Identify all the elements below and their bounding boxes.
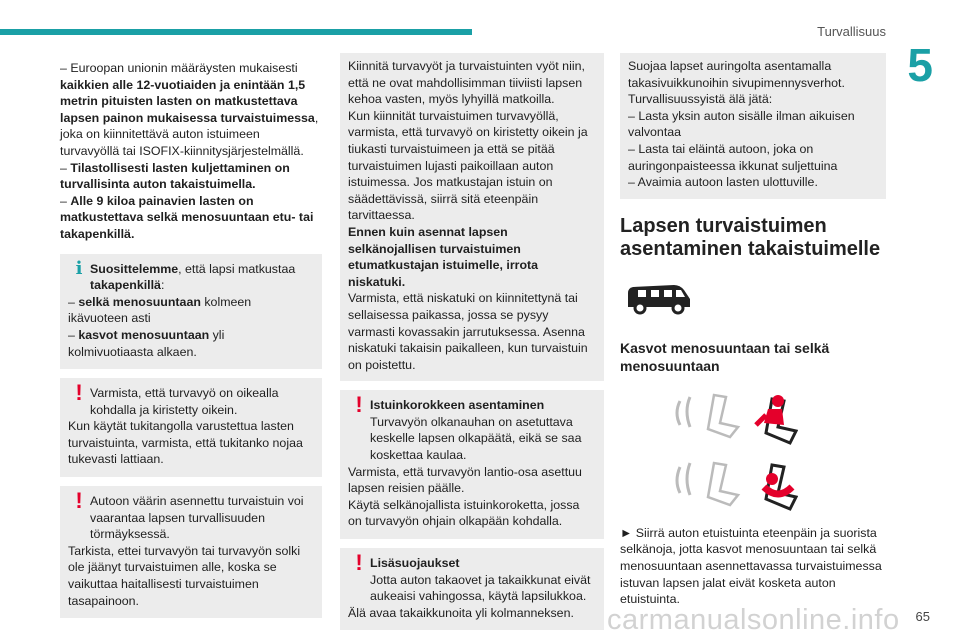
subheading: Kasvot menosuuntaan tai selkä menosuuntaan (620, 339, 830, 374)
info-box-recommendation: i Suosittelemme, että lapsi matkustaa takapenkillä: – selkä menosuuntaan kolmeen ikävuoteen asti – kasvot menosuuntaan yli kolmivuotiaasta alkaen. (60, 254, 322, 370)
warning-body: Kun käytät tukitangolla varustettua lasten turvaistuinta, varmista, että tukitanko nojaa tukevasti lattiaan. (68, 419, 303, 467)
section-heading: Lapsen turvaistuimen asentaminen takaistuimelle (620, 214, 881, 260)
paragraph: Kiinnitä turvavyöt ja turvaistuinten vyöt niin, että ne ovat mahdollisimman tiiviisti lapsen kehoa vasten, myös lyhyillä matkoilla. (348, 59, 585, 107)
column-3 (620, 53, 886, 608)
arrow-bullet-icon: ► (620, 525, 633, 540)
warning-icon: ! (355, 550, 363, 576)
recommendation-line-2: – kasvot menosuuntaan yli kolmivuotiaasta alkaen. (68, 327, 225, 359)
info-icon: i (75, 257, 83, 279)
warning-body: Varmista, että turvavyön lantio-osa asettuu lapsen reisien päälle. (348, 464, 582, 496)
instruction-paragraph: ► Siirrä auton etuistuinta eteenpäin ja suorista selkänoja, jotta kasvot menosuuntaan tai selkä menosuuntaan asennettavassa turvaistuimessa istuvan lapsen jalat eivät kosketa auton etuistuinta. (620, 525, 882, 607)
warning-box-booster: ! Istuinkorokkeen asentaminen Turvavyön olkanauhan on asetuttava keskelle lapsen olkapäätä, eikä se saa koskettaa kaulaa. Varmista, että turvavyön lantio-osa asettuu lapsen reisien päälle. Käytä selkänojallista istuinkoroketta, jossa on turvavyön ohjain olkapään kohdalla. (340, 390, 604, 539)
forward-facing-seat-icon (668, 387, 798, 453)
intro-paragraph-3: – Alle 9 kiloa painavien lasten on matkustettava selkä menosuuntaan etu- tai takapenkillä. (60, 193, 314, 241)
warning-icon: ! (75, 488, 83, 514)
column-2 (340, 53, 604, 639)
warning-box-seatbelt: ! Varmista, että turvavyö on oikealla kohdalla ja kiristetty oikein. Kun käytät tukitangolla varustettua lasten turvaistuinta, varmista, että tukitanko nojaa tukevasti lattiaan. (60, 378, 322, 477)
list-item: – Lasta yksin auton sisälle ilman aikuisen valvontaa (628, 108, 855, 140)
section-title: Turvallisuus (817, 24, 886, 39)
chapter-number: 5 (907, 39, 933, 91)
recommendation-line-1: – selkä menosuuntaan kolmeen ikävuoteen asti (68, 294, 252, 326)
paragraph: Varmista, että niskatuki on kiinnitettynä tai sellaisessa paikassa, jossa se pysyy varmasti kovassakin jarrutuksessa. Asenna niskatuki takaisin paikalleen, kun turvaistuin on poistettu. (348, 291, 588, 372)
warning-box-installation: ! Autoon väärin asennettu turvaistuin voi vaarantaa lapsen turvallisuuden törmäyksessä. Tarkista, ettei turvavyön tai turvavyön solki ole jäänyt turvaistuimen alle, koska se vaikuttaa haitallisesti turvaistuimen tasapainoon. (60, 486, 322, 618)
rear-facing-seat-icon (668, 457, 798, 517)
warning-body: Tarkista, ettei turvavyön tai turvavyön solki ole jäänyt turvaistuimen alle, koska se vaikuttaa haitallisesti turvaistuimen tasapainoon. (68, 543, 301, 608)
list-item: – Avaimia autoon lasten ulottuville. (628, 175, 818, 190)
info-box-sun (620, 53, 886, 199)
paragraph: Turvallisuussyistä älä jätä: (628, 92, 773, 107)
page-number: 65 (915, 609, 930, 624)
info-box-belts (340, 53, 604, 381)
header-accent-bar (0, 29, 472, 35)
paragraph: Suojaa lapset auringolta asentamalla takasivuikkunoihin sivupimennysverhot. (628, 59, 845, 90)
warning-icon: ! (75, 380, 83, 406)
intro-paragraph-1: – Euroopan unionin määräysten mukaisesti kaikkien alle 12-vuotiaiden ja enintään 1,5 metrin pituisten lasten on matkustettava lapsen painon mukaisessa turvaistuimessa, joka on kiinnitettävä auton istuimeen turvavyöllä tai ISOFIX-kiinnitysjärjestelmällä. (60, 61, 319, 158)
list-item: – Lasta tai eläintä autoon, joka on auringonpaisteessa ikkunat suljettuina (628, 141, 838, 173)
warning-icon: ! (355, 392, 363, 418)
intro-paragraph-2: – Tilastollisesti lasten kuljettaminen on turvallisinta auton takaistuimella. (60, 160, 290, 192)
watermark: carmanualsonline.info (607, 604, 900, 636)
warning-body: Älä avaa takaikkunoita yli kolmanneksen. (348, 605, 574, 620)
paragraph-bold: Ennen kuin asennat lapsen selkänojallisen turvaistuimen etumatkustajan istuimelle, irrota niskatuki. (348, 224, 539, 289)
warning-box-extra-protection: ! Lisäsuojaukset Jotta auton takaovet ja takaikkunat eivät aukeaisi vahingossa, käytä lapsilukkoa. Älä avaa takaikkunoita yli kolmanneksen. (340, 548, 604, 630)
column-1 (60, 60, 322, 627)
warning-body: Käytä selkänojallista istuinkoroketta, jossa on turvavyön ohjain olkapään kohdalla. (348, 497, 580, 529)
paragraph: Kun kiinnität turvaistuimen turvavyöllä, varmista, että turvavyö on kiristetty oikein ja tiukasti turvaistuimeen ja että se pitää turvaistuimen lujasti paikoillaan auton istuimessa. Jos matkustajan istuin on säädettävissä, siirrä sitä eteenpäin tarvittaessa. (348, 108, 588, 223)
van-icon (624, 281, 694, 317)
